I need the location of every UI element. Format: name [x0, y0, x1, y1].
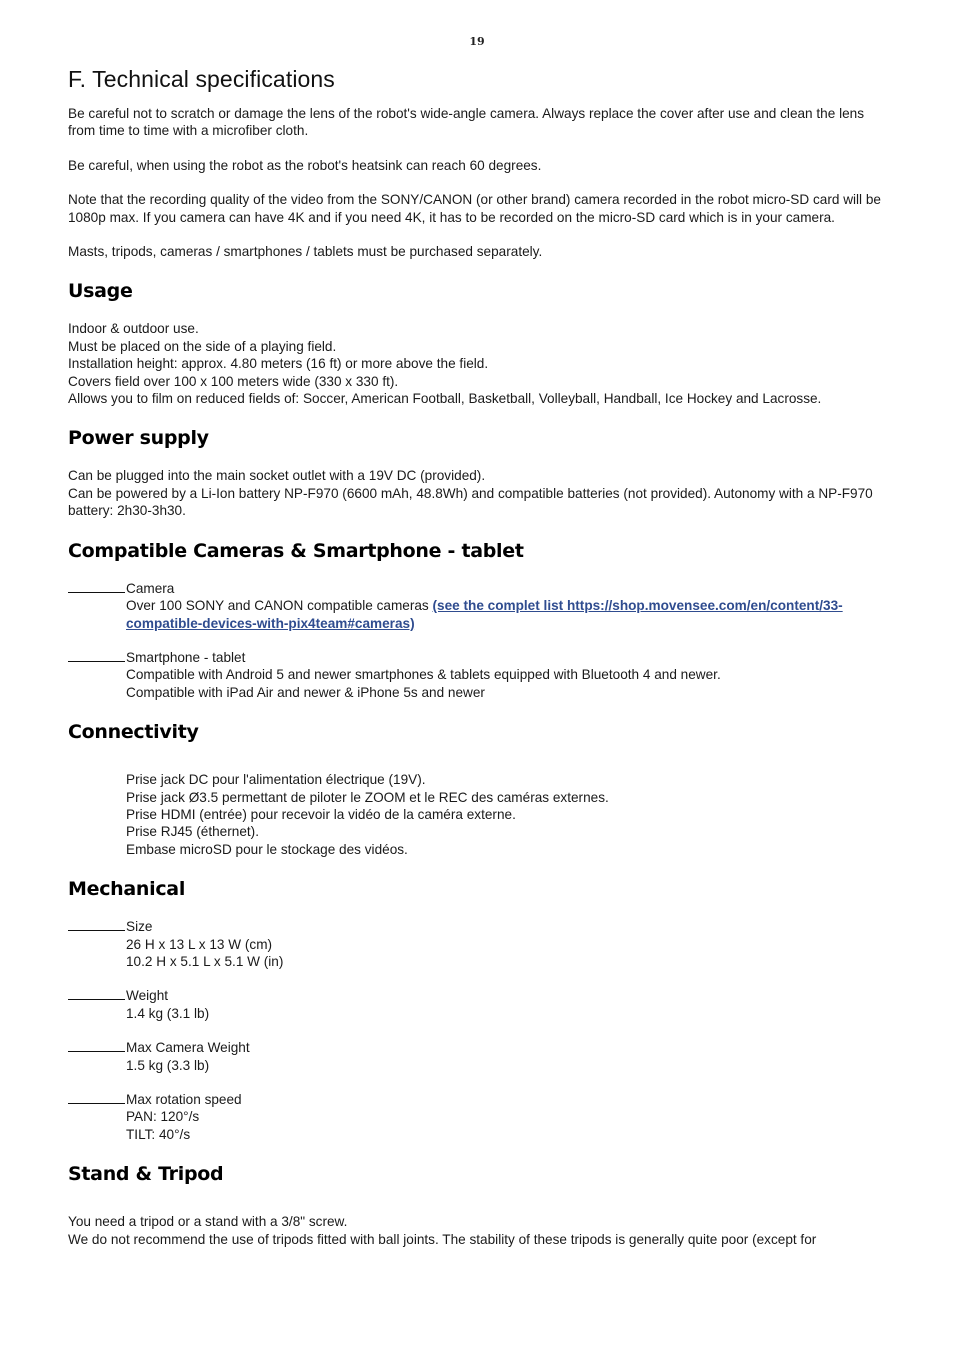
item-label: Weight	[126, 988, 169, 1004]
smartphone-line: Compatible with Android 5 and newer smartphones & tablets equipped with Bluetooth 4 and newer.	[126, 667, 721, 683]
connectivity-line: Embase microSD pour le stockage des vidéos.	[126, 841, 408, 857]
document-body	[68, 66, 888, 1248]
power-line: Can be plugged into the main socket outlet with a 19V DC (provided).	[68, 468, 486, 484]
usage-line: Covers field over 100 x 100 meters wide (330 x 330 ft).	[68, 373, 399, 389]
item-value: 1.5 kg (3.3 lb)	[126, 1057, 210, 1073]
intro-paragraph: Masts, tripods, cameras / smartphones / tablets must be purchased separately.	[68, 244, 543, 260]
compatible-list-link[interactable]: (see the complet list https://shop.movensee.com/en/content/33-compatible-devices-with-pix4team#cameras)	[126, 598, 843, 631]
usage-line: Installation height: approx. 4.80 meters (16 ft) or more above the field.	[68, 356, 489, 372]
usage-line: Must be placed on the side of a playing field.	[68, 338, 337, 354]
connectivity-line: Prise RJ45 (éthernet).	[126, 824, 259, 840]
item-label: Camera	[126, 580, 175, 596]
stand-section	[68, 1163, 888, 1248]
compatible-section	[68, 540, 888, 701]
item-label: Max Camera Weight	[126, 1040, 250, 1056]
item-value: 26 H x 13 L x 13 W (cm)	[126, 936, 273, 952]
connectivity-line: Prise HDMI (entrée) pour recevoir la vidéo de la caméra externe.	[126, 806, 516, 822]
item-value: PAN: 120°/s	[126, 1109, 200, 1125]
intro-paragraph: Be careful, when using the robot as the robot's heatsink can reach 60 degrees.	[68, 157, 542, 173]
item-value: 10.2 H x 5.1 L x 5.1 W (in)	[126, 953, 284, 969]
item-value: 1.4 kg (3.1 lb)	[126, 1005, 210, 1021]
section-heading-stand: Stand & Tripod	[68, 1163, 224, 1186]
item-label: Max rotation speed	[126, 1092, 242, 1107]
page-number: 19	[469, 35, 485, 48]
connectivity-line: Prise jack Ø3.5 permettant de piloter le ZOOM et le REC des caméras externes.	[126, 789, 609, 805]
stand-line: We do not recommend the use of tripods fitted with ball joints. The stability of these tripods is generally quite poor (except for	[68, 1231, 817, 1247]
item-rule	[68, 1051, 125, 1052]
stand-line: You need a tripod or a stand with a 3/8" screw.	[68, 1214, 348, 1230]
item-rule	[68, 1103, 125, 1104]
usage-section	[68, 280, 888, 407]
compatible-item-camera	[68, 580, 888, 632]
camera-description	[68, 597, 888, 632]
camera-text: Over 100 SONY and CANON compatible cameras	[126, 598, 433, 614]
item-rule	[68, 930, 125, 931]
mechanical-item-size	[68, 918, 888, 970]
section-heading-power: Power supply	[68, 427, 209, 450]
section-heading-mechanical: Mechanical	[68, 878, 186, 901]
intro-paragraph: Be careful not to scratch or damage the lens of the robot's wide-angle camera. Always replace the cover after use and clean the lens from time to time with a microfiber cloth.	[68, 106, 865, 139]
mechanical-item-rotation-speed	[68, 1091, 888, 1143]
item-label: Smartphone - tablet	[126, 649, 246, 665]
power-section	[68, 427, 888, 519]
intro-paragraph: Note that the recording quality of the video from the SONY/CANON (or other brand) camera recorded in the robot micro-SD card will be 1080p max. If you camera can have 4K and if you need 4K, it has to be recorded on the micro-SD card which is in your camera.	[68, 192, 881, 225]
item-rule	[68, 661, 125, 662]
item-value: TILT: 40°/s	[126, 1126, 191, 1142]
usage-line: Allows you to film on reduced fields of: Soccer, American Football, Basketball, Volleyball, Handball, Ice Hockey and Lacrosse.	[68, 391, 822, 407]
usage-line: Indoor & outdoor use.	[68, 321, 199, 337]
page-title: F. Technical specifications	[68, 66, 335, 92]
mechanical-section	[68, 878, 888, 1143]
item-rule	[68, 592, 125, 593]
section-heading-usage: Usage	[68, 280, 133, 303]
item-label: Size	[126, 919, 153, 935]
power-line: Can be powered by a Li-Ion battery NP-F970 (6600 mAh, 48.8Wh) and compatible batteries (not provided). Autonomy with a NP-F970 battery: 2h30-3h30.	[68, 485, 873, 519]
connectivity-section	[68, 721, 888, 858]
mechanical-item-weight	[68, 987, 888, 1022]
section-heading-connectivity: Connectivity	[68, 721, 199, 744]
section-heading-compatible: Compatible Cameras & Smartphone - tablet	[68, 539, 524, 562]
smartphone-line: Compatible with iPad Air and newer & iPhone 5s and newer	[126, 684, 485, 700]
item-rule	[68, 999, 125, 1000]
connectivity-line: Prise jack DC pour l'alimentation électrique (19V).	[126, 772, 426, 788]
compatible-item-smartphone	[68, 649, 888, 701]
mechanical-item-max-camera-weight	[68, 1039, 888, 1074]
